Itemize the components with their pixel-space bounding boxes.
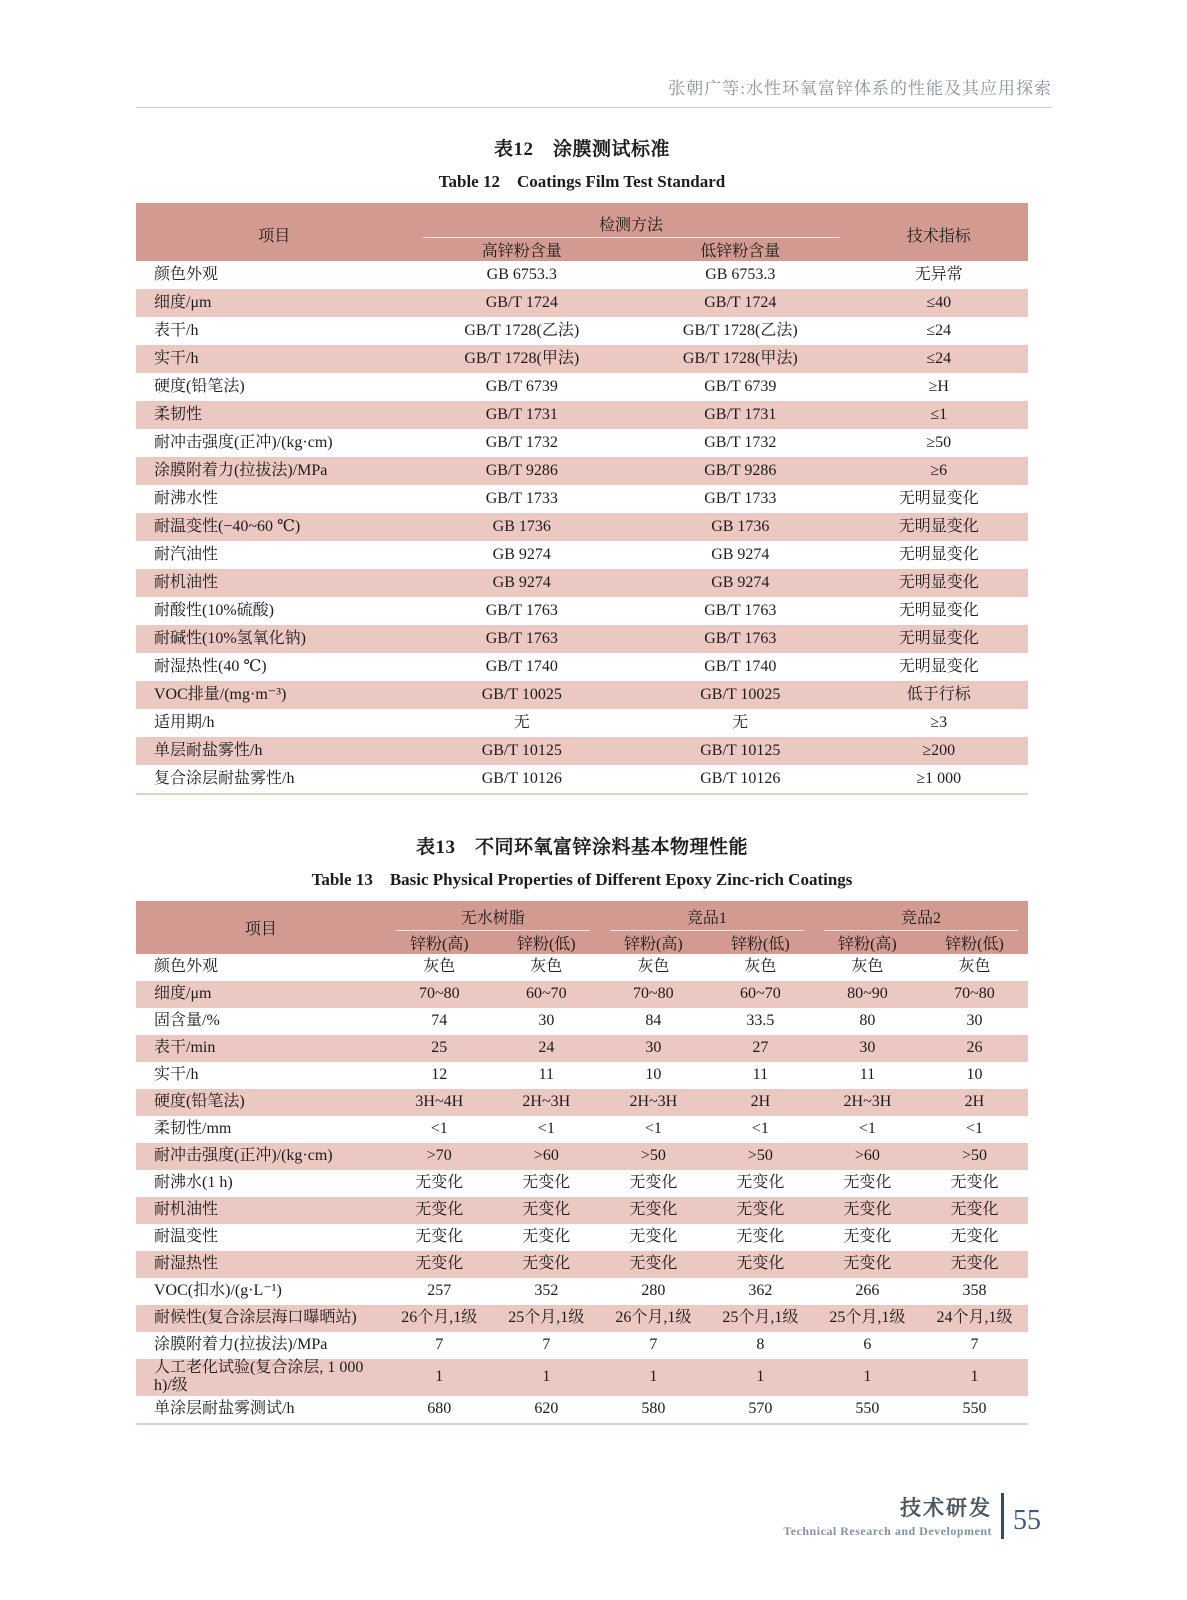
row-label: 实干/h <box>136 345 413 373</box>
column-header-spec: 技术指标 <box>850 203 1028 261</box>
row-label: 柔韧性/mm <box>154 1120 232 1138</box>
table-cell: GB/T 1731 <box>631 401 850 429</box>
group-label: 竞品2 <box>900 910 941 927</box>
table-cell: 无变化 <box>736 1174 785 1192</box>
table-cell: 26个月,1级 <box>386 1305 493 1332</box>
table-cell: <1 <box>644 1120 662 1138</box>
table-row <box>136 289 1028 317</box>
table-cell: 无明显变化 <box>898 489 979 507</box>
table13-caption-en: Table 13 Basic Physical Properties of Different Epoxy Zinc-rich Coatings <box>311 870 853 889</box>
table-cell: 24 <box>493 1035 600 1062</box>
table-cell: 无变化 <box>493 1251 600 1278</box>
table-row <box>136 1143 1028 1170</box>
table-cell: GB/T 1724 <box>631 289 850 317</box>
table12-caption-en: Table 12 Coatings Film Test Standard <box>438 172 726 191</box>
row-label: 耐机油性 <box>136 569 413 597</box>
table-cell: GB 9274 <box>711 545 770 563</box>
row-label: 适用期/h <box>154 713 215 731</box>
table-cell: 灰色 <box>530 958 563 976</box>
table-cell: 25个月,1级 <box>814 1305 921 1332</box>
table-cell: GB/T 9286 <box>413 457 632 485</box>
table-cell: ≤1 <box>850 401 1028 429</box>
table-cell: 7 <box>542 1336 551 1354</box>
table-cell: 无明显变化 <box>898 545 979 563</box>
table-cell: 无明显变化 <box>898 601 979 619</box>
table-row <box>136 625 1028 653</box>
row-label: 细度/μm <box>136 981 386 1008</box>
table-cell: GB/T 1732 <box>485 433 558 451</box>
table-cell: 7 <box>970 1336 979 1354</box>
row-label: 实干/h <box>154 1066 199 1084</box>
table-row <box>136 541 1028 569</box>
table-cell: GB/T 6739 <box>704 377 777 395</box>
table-cell: 无 <box>732 713 749 731</box>
table-cell: GB/T 6739 <box>485 377 558 395</box>
table-cell: 无 <box>513 713 530 731</box>
table-cell: 80~90 <box>814 981 921 1008</box>
table-cell: 灰色 <box>637 958 670 976</box>
table-cell: 无变化 <box>843 1228 892 1246</box>
table-cell: 8 <box>756 1336 765 1354</box>
table-cell: <1 <box>430 1120 448 1138</box>
table-cell: <1 <box>751 1120 769 1138</box>
table-cell: GB/T 10025 <box>631 681 850 709</box>
table-cell: 1 <box>921 1359 1028 1396</box>
column-header-zinc-high: 锌粉(高) <box>814 931 921 954</box>
table-cell: <1 <box>965 1120 983 1138</box>
table-row <box>136 653 1028 681</box>
table-cell: 2H~3H <box>600 1089 707 1116</box>
table-cell: >60 <box>814 1143 921 1170</box>
footer-section-cn: 技术研发 <box>900 1497 992 1520</box>
row-label: 人工老化试验(复合涂层, 1 000 h)/级 <box>136 1359 386 1396</box>
table-row <box>136 765 1028 794</box>
table-cell: 10 <box>966 1066 983 1084</box>
row-label: 硬度(铅笔法) <box>136 1089 386 1116</box>
table-cell: 26个月,1级 <box>600 1305 707 1332</box>
column-header-method-group <box>413 203 850 238</box>
table-cell: 7 <box>435 1336 444 1354</box>
group-label: 无水树脂 <box>460 910 525 927</box>
table-cell: 灰色 <box>744 958 777 976</box>
table-cell: 6 <box>863 1336 872 1354</box>
row-label: 耐酸性(10%硫酸) <box>154 601 274 619</box>
table12 <box>136 203 1028 795</box>
column-group-competitor1 <box>600 901 814 931</box>
row-label: 耐机油性 <box>136 1197 386 1224</box>
row-label: 耐温变性(−40~60 ℃) <box>136 513 413 541</box>
table-cell: 266 <box>855 1282 880 1300</box>
table-cell: 无变化 <box>415 1228 464 1246</box>
column-group-competitor2 <box>814 901 1028 931</box>
footer-section-en: Technical Research and Development <box>783 1524 992 1538</box>
row-label: 细度/μm <box>136 289 413 317</box>
table-row <box>136 1396 1028 1424</box>
table-cell: 灰色 <box>423 958 456 976</box>
table-cell: GB/T 10126 <box>700 769 781 787</box>
table-row <box>136 401 1028 429</box>
column-header-zinc-high: 锌粉(高) <box>600 931 707 954</box>
table-row <box>136 485 1028 513</box>
table-cell: GB 9274 <box>413 569 632 597</box>
table-cell: 25 <box>386 1035 493 1062</box>
table-cell: GB 1736 <box>413 513 632 541</box>
row-label: 耐冲击强度(正冲)/(kg·cm) <box>136 1143 386 1170</box>
footer-section <box>783 1492 992 1539</box>
table-cell: 11 <box>538 1066 555 1084</box>
page-content <box>136 0 1052 1425</box>
table-cell: 无变化 <box>600 1251 707 1278</box>
table-cell: 无变化 <box>950 1174 999 1192</box>
table-cell: 无变化 <box>814 1197 921 1224</box>
table-cell: 2H <box>921 1089 1028 1116</box>
table13 <box>136 901 1028 1425</box>
table-cell: 550 <box>962 1400 987 1418</box>
row-label: 耐碱性(10%氢氧化钠) <box>136 625 413 653</box>
column-header-item: 项目 <box>136 203 413 261</box>
table-cell: 358 <box>962 1282 987 1300</box>
row-label: VOC排量/(mg·m⁻³) <box>136 681 413 709</box>
table-cell: ≤24 <box>926 321 952 339</box>
table-cell: 无变化 <box>522 1228 571 1246</box>
table-cell: ≤24 <box>850 345 1028 373</box>
table-cell: ≥6 <box>850 457 1028 485</box>
table-cell: 灰色 <box>851 958 884 976</box>
table-cell: 3H~4H <box>386 1089 493 1116</box>
table-cell: ≥200 <box>850 737 1028 765</box>
table-cell: 26 <box>921 1035 1028 1062</box>
column-header-zinc-high: 锌粉(高) <box>386 931 493 954</box>
column-header-zinc-low: 锌粉(低) <box>921 931 1028 954</box>
table-row <box>136 981 1028 1008</box>
table12-caption-cn: 表12 涂膜测试标准 <box>493 139 670 160</box>
table-row <box>136 1305 1028 1332</box>
table-cell: GB/T 9286 <box>631 457 850 485</box>
row-label: 表干/min <box>136 1035 386 1062</box>
table-cell: 无变化 <box>814 1251 921 1278</box>
table-cell: GB/T 1763 <box>704 601 777 619</box>
table-cell: 550 <box>855 1400 880 1418</box>
table-row <box>136 373 1028 401</box>
footer-divider <box>1001 1493 1004 1539</box>
table-cell: GB/T 10025 <box>413 681 632 709</box>
row-label: 耐冲击强度(正冲)/(kg·cm) <box>154 433 333 451</box>
table-cell: 24个月,1级 <box>921 1305 1028 1332</box>
column-group-anhydrous-resin <box>386 901 600 931</box>
table-cell: 无明显变化 <box>898 657 979 675</box>
table-cell: 1 <box>600 1359 707 1396</box>
table-row <box>136 1116 1028 1143</box>
group-label: 竞品1 <box>686 910 727 927</box>
column-header-zinc-low: 锌粉(低) <box>707 931 814 954</box>
table-cell: 11 <box>859 1066 876 1084</box>
table-cell: GB 6753.3 <box>486 265 557 283</box>
table-row <box>136 1062 1028 1089</box>
table-cell: 无变化 <box>921 1197 1028 1224</box>
table-cell: GB/T 1733 <box>704 489 777 507</box>
table-cell: GB 1736 <box>631 513 850 541</box>
table-cell: 680 <box>427 1400 452 1418</box>
row-label: 硬度(铅笔法) <box>154 377 245 395</box>
table-cell: GB/T 10126 <box>481 769 562 787</box>
table-cell: 无明显变化 <box>850 625 1028 653</box>
table-cell: >50 <box>600 1143 707 1170</box>
table-cell: 无变化 <box>386 1251 493 1278</box>
table-row <box>136 1008 1028 1035</box>
row-label: 表干/h <box>154 321 199 339</box>
table-cell: 无变化 <box>921 1251 1028 1278</box>
table-cell: GB/T 1733 <box>485 489 558 507</box>
table-cell: 30 <box>966 1012 983 1030</box>
table-cell: 84 <box>645 1012 662 1030</box>
table-cell: GB/T 1728(甲法) <box>413 345 632 373</box>
table-cell: 1 <box>386 1359 493 1396</box>
group-label: 检测方法 <box>599 217 664 234</box>
table-row <box>136 317 1028 345</box>
table-cell: GB/T 1732 <box>704 433 777 451</box>
page-number: 55 <box>1013 1504 1041 1536</box>
column-header-zinc-low: 锌粉(低) <box>493 931 600 954</box>
table-cell: >50 <box>707 1143 814 1170</box>
row-label: 复合涂层耐盐雾性/h <box>154 769 295 787</box>
table-row <box>136 737 1028 765</box>
table-cell: <1 <box>537 1120 555 1138</box>
table-cell: GB/T 1728(乙法) <box>682 321 798 339</box>
table13-header <box>136 901 1028 954</box>
table-row <box>136 429 1028 457</box>
table-cell: 11 <box>752 1066 769 1084</box>
table-cell: 1 <box>707 1359 814 1396</box>
table-cell: GB/T 1728(乙法) <box>464 321 580 339</box>
table-cell: 12 <box>431 1066 448 1084</box>
table-row <box>136 1278 1028 1305</box>
table-cell: 70~80 <box>386 981 493 1008</box>
table-cell: 无变化 <box>707 1197 814 1224</box>
table-cell: ≥1 000 <box>916 769 962 787</box>
row-label: VOC(扣水)/(g·L⁻¹) <box>154 1282 282 1300</box>
table-cell: 无变化 <box>707 1251 814 1278</box>
page-footer <box>783 1492 1041 1539</box>
table12-header <box>136 203 1028 261</box>
row-label: 耐汽油性 <box>154 545 219 563</box>
table-cell: 620 <box>534 1400 559 1418</box>
table-cell: ≥50 <box>926 433 952 451</box>
table-cell: 10 <box>645 1066 662 1084</box>
table-cell: 25个月,1级 <box>707 1305 814 1332</box>
table-cell: 70~80 <box>921 981 1028 1008</box>
table-row <box>136 569 1028 597</box>
table-cell: >50 <box>921 1143 1028 1170</box>
row-label: 单涂层耐盐雾测试/h <box>154 1400 295 1418</box>
table-cell: 33.5 <box>746 1012 775 1030</box>
table-cell: 无明显变化 <box>850 569 1028 597</box>
table-cell: GB/T 1740 <box>485 657 558 675</box>
table-cell: GB/T 1724 <box>413 289 632 317</box>
table-row <box>136 345 1028 373</box>
table-cell: 30 <box>538 1012 555 1030</box>
table-cell: 60~70 <box>493 981 600 1008</box>
table-cell: 无变化 <box>629 1174 678 1192</box>
table-cell: ≤40 <box>850 289 1028 317</box>
table-cell: <1 <box>858 1120 876 1138</box>
table-row <box>136 1170 1028 1197</box>
table-row <box>136 681 1028 709</box>
table-row <box>136 1035 1028 1062</box>
table-cell: 无明显变化 <box>850 513 1028 541</box>
running-header: 张朝广等:水性环氧富锌体系的性能及其应用探索 <box>668 79 1052 98</box>
table-cell: GB 9274 <box>492 545 551 563</box>
table-cell: 7 <box>649 1336 658 1354</box>
table-cell: 60~70 <box>707 981 814 1008</box>
table-cell: GB/T 1740 <box>704 657 777 675</box>
row-label: 颜色外观 <box>154 958 219 976</box>
table-row <box>136 261 1028 289</box>
header-rule <box>136 107 1052 108</box>
table-row <box>136 1089 1028 1116</box>
table12-body <box>136 261 1028 794</box>
table-cell: 无变化 <box>950 1228 999 1246</box>
table-cell: 362 <box>748 1282 773 1300</box>
table-cell: 570 <box>748 1400 773 1418</box>
row-label: 柔韧性 <box>136 401 413 429</box>
table-row <box>136 457 1028 485</box>
table-cell: 352 <box>534 1282 559 1300</box>
table-cell: ≥H <box>928 377 949 395</box>
table13-body <box>136 954 1028 1424</box>
table-cell: GB 9274 <box>631 569 850 597</box>
table-cell: ≥3 <box>930 713 948 731</box>
table-cell: 25个月,1级 <box>493 1305 600 1332</box>
table-cell: 灰色 <box>958 958 991 976</box>
table-cell: 2H~3H <box>493 1089 600 1116</box>
table-cell: 74 <box>431 1012 448 1030</box>
table-cell: GB/T 10125 <box>631 737 850 765</box>
table-cell: 无变化 <box>843 1174 892 1192</box>
table-cell: 1 <box>493 1359 600 1396</box>
table-cell: 1 <box>814 1359 921 1396</box>
table-cell: 30 <box>814 1035 921 1062</box>
table-row <box>136 709 1028 737</box>
row-label: 涂膜附着力(拉拔法)/MPa <box>154 1336 328 1354</box>
table-cell: 2H <box>707 1089 814 1116</box>
table-cell: GB/T 10125 <box>413 737 632 765</box>
table-cell: 257 <box>427 1282 452 1300</box>
table-cell: 无变化 <box>386 1197 493 1224</box>
row-label: 耐沸水性 <box>154 489 219 507</box>
row-label: 耐湿热性(40 ℃) <box>154 657 267 675</box>
table-cell: 2H~3H <box>814 1089 921 1116</box>
row-label: 单层耐盐雾性/h <box>136 737 413 765</box>
row-label: 颜色外观 <box>154 265 219 283</box>
table-cell: 无变化 <box>629 1228 678 1246</box>
table-row <box>136 597 1028 625</box>
table-row <box>136 1251 1028 1278</box>
table-cell: 70~80 <box>600 981 707 1008</box>
table-cell: GB/T 1728(甲法) <box>631 345 850 373</box>
table-cell: 无变化 <box>493 1197 600 1224</box>
table-cell: 低于行标 <box>850 681 1028 709</box>
table-cell: GB/T 1763 <box>631 625 850 653</box>
table-cell: GB/T 1763 <box>485 601 558 619</box>
table-cell: 无变化 <box>736 1228 785 1246</box>
table-row <box>136 513 1028 541</box>
table-cell: 无变化 <box>415 1174 464 1192</box>
table-cell: GB/T 1763 <box>413 625 632 653</box>
row-label: 涂膜附着力(拉拔法)/MPa <box>136 457 413 485</box>
row-label: 耐沸水(1 h) <box>154 1174 233 1192</box>
table-cell: 无变化 <box>600 1197 707 1224</box>
table-cell: 27 <box>707 1035 814 1062</box>
table-cell: GB/T 1731 <box>413 401 632 429</box>
table13-caption-cn: 表13 不同环氧富锌涂料基本物理性能 <box>415 837 748 858</box>
table-cell: GB 6753.3 <box>705 265 776 283</box>
column-header-high-zinc: 高锌粉含量 <box>413 238 632 261</box>
table-row <box>136 1332 1028 1359</box>
table-row <box>136 1224 1028 1251</box>
row-label: 固含量/% <box>154 1012 220 1030</box>
table-cell: >60 <box>493 1143 600 1170</box>
table-row <box>136 1359 1028 1396</box>
row-label: 耐湿热性 <box>136 1251 386 1278</box>
table-row <box>136 1197 1028 1224</box>
table-row <box>136 954 1028 981</box>
table-cell: 580 <box>641 1400 666 1418</box>
column-header-low-zinc: 低锌粉含量 <box>631 238 850 261</box>
row-label: 耐候性(复合涂层海口曝晒站) <box>136 1305 386 1332</box>
table-cell: 无异常 <box>914 265 963 283</box>
row-label: 耐温变性 <box>154 1228 219 1246</box>
table-cell: 80 <box>859 1012 876 1030</box>
table-cell: >70 <box>386 1143 493 1170</box>
table-cell: 无变化 <box>522 1174 571 1192</box>
table-cell: 280 <box>641 1282 666 1300</box>
column-header-item: 项目 <box>136 901 386 954</box>
table-cell: 30 <box>600 1035 707 1062</box>
